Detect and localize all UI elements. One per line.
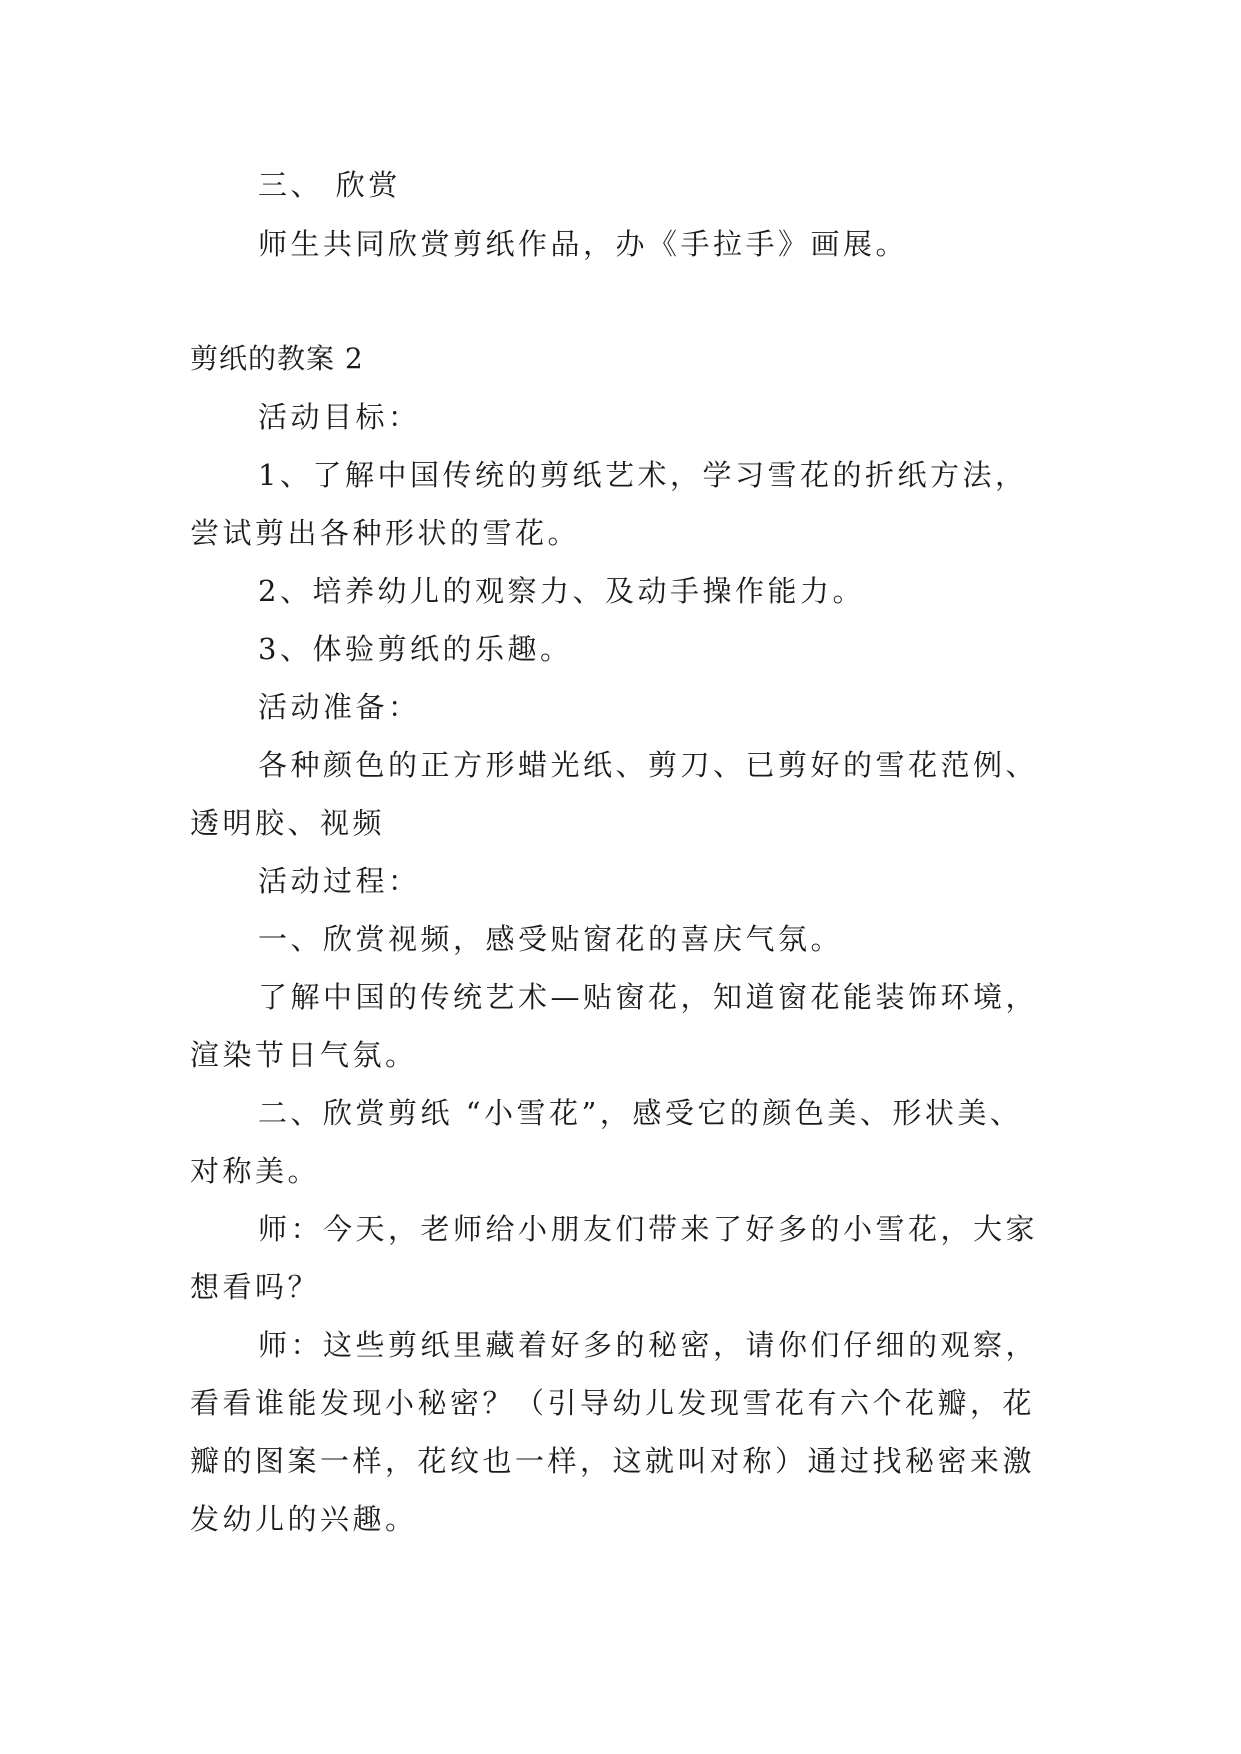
section-heading-appreciation: 三、 欣赏 bbox=[258, 168, 401, 202]
paragraph-line: 2、培养幼儿的观察力、及动手操作能力。 bbox=[258, 574, 865, 608]
paragraph-line: 透明胶、视频 bbox=[190, 806, 386, 840]
paragraph-line: 3、体验剪纸的乐趣。 bbox=[258, 632, 573, 666]
subheading-preparation: 活动准备： bbox=[258, 690, 421, 724]
paragraph-line: 一、欣赏视频，感受贴窗花的喜庆气氛。 bbox=[258, 922, 844, 956]
paragraph-line: 1、了解中国传统的剪纸艺术，学习雪花的折纸方法， bbox=[258, 458, 1028, 492]
paragraph-line: 师生共同欣赏剪纸作品，办《手拉手》画展。 bbox=[258, 227, 909, 261]
paragraph-line: 师：这些剪纸里藏着好多的秘密，请你们仔细的观察， bbox=[258, 1328, 1039, 1362]
paragraph-line: 渲染节日气氛。 bbox=[190, 1038, 418, 1072]
subheading-goals: 活动目标： bbox=[258, 400, 421, 434]
paragraph-line: 对称美。 bbox=[190, 1154, 321, 1188]
paragraph-line: 瓣的图案一样，花纹也一样，这就叫对称）通过找秘密来激 bbox=[190, 1444, 1036, 1478]
paragraph-line: 二、欣赏剪纸 “小雪花”，感受它的颜色美、形状美、 bbox=[258, 1096, 1023, 1130]
subheading-process: 活动过程： bbox=[258, 864, 421, 898]
paragraph-line: 尝试剪出各种形状的雪花。 bbox=[190, 516, 581, 550]
document-title: 剪纸的教案 2 bbox=[190, 342, 364, 375]
paragraph-line: 想看吗？ bbox=[190, 1270, 321, 1304]
paragraph-line: 了解中国的传统艺术—贴窗花，知道窗花能装饰环境， bbox=[258, 980, 1039, 1014]
paragraph-line: 看看谁能发现小秘密？（引导幼儿发现雪花有六个花瓣，花 bbox=[190, 1386, 1036, 1420]
paragraph-line: 师：今天，老师给小朋友们带来了好多的小雪花，大家 bbox=[258, 1212, 1039, 1246]
paragraph-line: 各种颜色的正方形蜡光纸、剪刀、已剪好的雪花范例、 bbox=[258, 748, 1039, 782]
paragraph-line: 发幼儿的兴趣。 bbox=[190, 1502, 418, 1536]
